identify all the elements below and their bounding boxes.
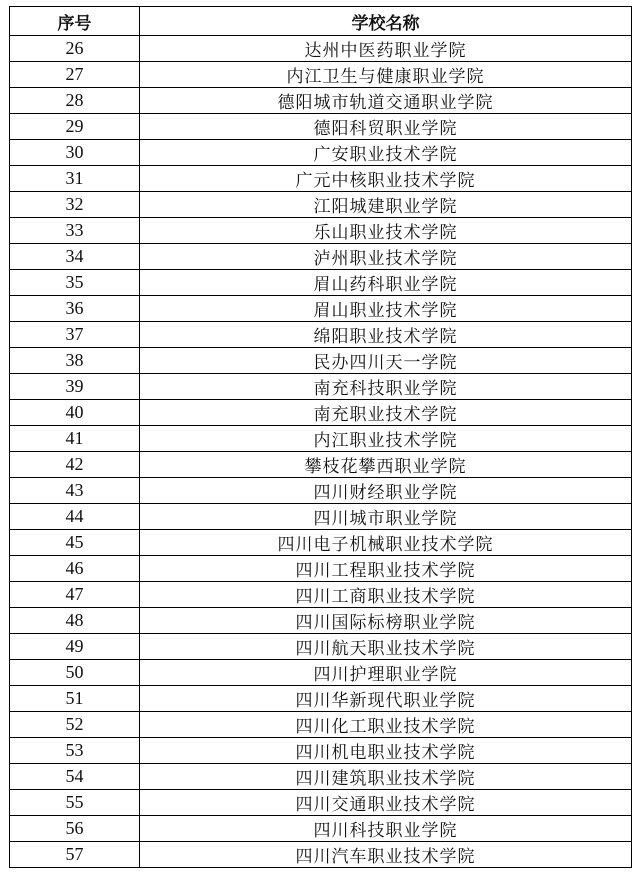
row-index: 31 <box>10 166 140 192</box>
table-row <box>10 686 632 712</box>
row-index: 46 <box>10 556 140 582</box>
row-school-name: 内江职业技术学院 <box>140 426 632 452</box>
row-school-name: 四川城市职业学院 <box>140 504 632 530</box>
table-row <box>10 816 632 842</box>
row-index: 44 <box>10 504 140 530</box>
row-index: 35 <box>10 270 140 296</box>
table-row <box>10 88 632 114</box>
table-row <box>10 270 632 296</box>
table-row <box>10 244 632 270</box>
row-school-name: 南充职业技术学院 <box>140 400 632 426</box>
row-school-name: 四川财经职业学院 <box>140 478 632 504</box>
row-school-name: 四川航天职业技术学院 <box>140 634 632 660</box>
row-school-name: 绵阳职业技术学院 <box>140 322 632 348</box>
table-row <box>10 62 632 88</box>
table-row <box>10 192 632 218</box>
row-index: 37 <box>10 322 140 348</box>
row-index: 57 <box>10 842 140 868</box>
row-index: 55 <box>10 790 140 816</box>
row-school-name: 广安职业技术学院 <box>140 140 632 166</box>
row-school-name: 四川国际标榜职业学院 <box>140 608 632 634</box>
table-header-row <box>10 7 632 36</box>
row-index: 53 <box>10 738 140 764</box>
row-index: 56 <box>10 816 140 842</box>
table-row <box>10 478 632 504</box>
row-school-name: 江阳城建职业学院 <box>140 192 632 218</box>
row-index: 34 <box>10 244 140 270</box>
row-index: 41 <box>10 426 140 452</box>
row-index: 32 <box>10 192 140 218</box>
table-row <box>10 166 632 192</box>
header-index: 序号 <box>10 7 140 36</box>
row-index: 52 <box>10 712 140 738</box>
row-index: 49 <box>10 634 140 660</box>
header-school-name: 学校名称 <box>140 7 632 36</box>
row-school-name: 德阳城市轨道交通职业学院 <box>140 88 632 114</box>
table-body <box>10 36 632 868</box>
row-school-name: 四川科技职业学院 <box>140 816 632 842</box>
table-row <box>10 322 632 348</box>
row-index: 43 <box>10 478 140 504</box>
row-school-name: 达州中医药职业学院 <box>140 36 632 62</box>
row-index: 47 <box>10 582 140 608</box>
row-index: 51 <box>10 686 140 712</box>
row-index: 28 <box>10 88 140 114</box>
row-school-name: 民办四川天一学院 <box>140 348 632 374</box>
table-row <box>10 400 632 426</box>
row-school-name: 广元中核职业技术学院 <box>140 166 632 192</box>
row-school-name: 眉山职业技术学院 <box>140 296 632 322</box>
table-row <box>10 296 632 322</box>
table-row <box>10 764 632 790</box>
row-index: 48 <box>10 608 140 634</box>
row-index: 40 <box>10 400 140 426</box>
row-index: 36 <box>10 296 140 322</box>
row-school-name: 四川工商职业技术学院 <box>140 582 632 608</box>
row-index: 30 <box>10 140 140 166</box>
table-row <box>10 660 632 686</box>
row-school-name: 德阳科贸职业学院 <box>140 114 632 140</box>
row-school-name: 四川华新现代职业学院 <box>140 686 632 712</box>
row-index: 54 <box>10 764 140 790</box>
row-school-name: 攀枝花攀西职业学院 <box>140 452 632 478</box>
table-row <box>10 530 632 556</box>
table-row <box>10 556 632 582</box>
table-row <box>10 452 632 478</box>
table-row <box>10 582 632 608</box>
table-row <box>10 634 632 660</box>
row-index: 42 <box>10 452 140 478</box>
row-index: 33 <box>10 218 140 244</box>
row-index: 26 <box>10 36 140 62</box>
table-row <box>10 608 632 634</box>
table-row <box>10 348 632 374</box>
row-school-name: 四川建筑职业技术学院 <box>140 764 632 790</box>
table-row <box>10 218 632 244</box>
table-row <box>10 738 632 764</box>
table-row <box>10 790 632 816</box>
row-school-name: 四川汽车职业技术学院 <box>140 842 632 868</box>
row-index: 29 <box>10 114 140 140</box>
school-list-table-container <box>9 6 631 868</box>
row-index: 45 <box>10 530 140 556</box>
row-index: 27 <box>10 62 140 88</box>
row-school-name: 四川交通职业技术学院 <box>140 790 632 816</box>
table-row <box>10 140 632 166</box>
table-row <box>10 36 632 62</box>
row-school-name: 四川化工职业技术学院 <box>140 712 632 738</box>
table-row <box>10 426 632 452</box>
table-row <box>10 114 632 140</box>
table-row <box>10 374 632 400</box>
table-row <box>10 504 632 530</box>
row-school-name: 泸州职业技术学院 <box>140 244 632 270</box>
table-row <box>10 712 632 738</box>
row-school-name: 四川工程职业技术学院 <box>140 556 632 582</box>
row-school-name: 乐山职业技术学院 <box>140 218 632 244</box>
row-index: 50 <box>10 660 140 686</box>
table-row <box>10 842 632 868</box>
row-school-name: 眉山药科职业学院 <box>140 270 632 296</box>
school-list-table <box>9 6 632 868</box>
row-school-name: 四川护理职业学院 <box>140 660 632 686</box>
row-index: 38 <box>10 348 140 374</box>
row-school-name: 内江卫生与健康职业学院 <box>140 62 632 88</box>
row-index: 39 <box>10 374 140 400</box>
row-school-name: 四川机电职业技术学院 <box>140 738 632 764</box>
row-school-name: 南充科技职业学院 <box>140 374 632 400</box>
row-school-name: 四川电子机械职业技术学院 <box>140 530 632 556</box>
